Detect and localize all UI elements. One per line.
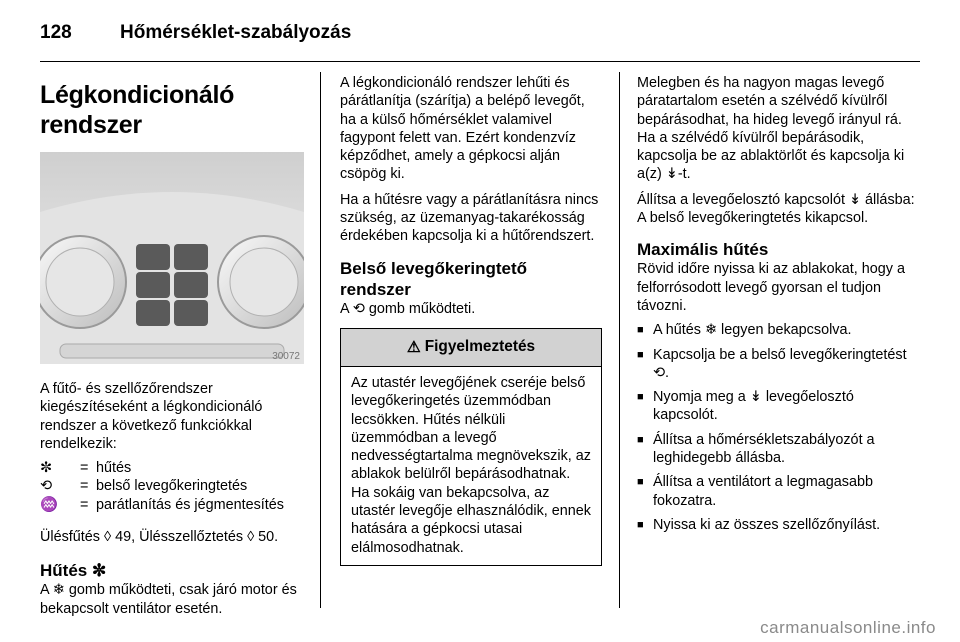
symbol-row-recirculation: ⟲ = belső levegőkeringtetés	[40, 478, 248, 495]
page-header	[40, 14, 920, 54]
recirculation-heading: Belső levegőkeringtető rendszer	[340, 258, 528, 299]
dehumidify-icon: ♒	[40, 496, 58, 513]
list-item: ■ Kapcsolja be a belső levegőkeringtetést ⟲.	[637, 346, 920, 383]
control-panel-illustration	[40, 152, 304, 364]
fog-paragraph-2: Állítsa a levegőelosztó kapcsolót ↡ állásba: A belső levegőkeringtetés kikapcsol.	[637, 191, 915, 227]
max-cooling-heading: Maximális hűtés	[637, 240, 769, 260]
chapter-title: Hőmérséklet-szabályozás	[120, 22, 352, 43]
header-divider	[40, 61, 920, 62]
list-item: ■ Nyomja meg a ↡ levegőelosztó kapcsolót.	[637, 388, 920, 425]
snowflake-icon: ✼	[91, 561, 107, 581]
column-1	[40, 74, 304, 618]
max-cooling-steps	[637, 321, 920, 534]
cooling-heading: Hűtés ✼	[40, 561, 107, 581]
ac-paragraph-2: Ha a hűtésre vagy a párátlanításra nincs szükség, az üzemanyag-takarékosság érdekében kapcsolja ki a hűtőrendszert.	[340, 191, 599, 245]
watermark: carmanualsonline.info	[760, 618, 936, 637]
page-number: 128	[40, 22, 72, 43]
column-3	[637, 74, 920, 540]
list-item: ■ Állítsa a ventilátort a legmagasabb fokozatra.	[637, 473, 920, 510]
recirculation-paragraph: A ⟲ gomb működteti.	[340, 300, 476, 317]
recirculation-icon: ⟲	[40, 478, 53, 495]
column-divider-2	[619, 72, 620, 608]
warning-header: ⚠ Figyelmeztetés	[341, 329, 601, 367]
figure-code: 30072	[272, 351, 300, 362]
symbol-row-cooling: ✼ = hűtés	[40, 460, 132, 477]
symbol-row-dehumidify: ♒ = parátlanítás és jégmentesítés	[40, 496, 284, 513]
climate-control-panel-figure	[40, 152, 304, 364]
list-item: ■ Nyissa ki az összes szellőzőnyílást.	[637, 516, 920, 534]
section-heading-ac: Légkondicionáló rendszer	[40, 81, 235, 139]
column-2	[340, 74, 602, 566]
snowflake-icon: ✼	[40, 460, 53, 477]
fog-paragraph-1: Melegben és ha nagyon magas levegő páratartalom esetén a szélvédő kívülről bepárásodhat, ha hideg levegő irányul rá. Ha a szélvédő kívülről bepárásodik, kapcsolja be az ablaktörlőt és kapcsolja ki a(z) ↡-t.	[637, 75, 905, 183]
column-divider-1	[320, 72, 321, 608]
crossref-paragraph: Ülésfűtés ◊ 49, Ülésszellőztetés ◊ 50.	[40, 529, 279, 546]
intro-paragraph: A fűtő- és szellőzőrendszer kiegészítéseként a légkondicionáló rendszer a következő funkciókkal rendelkezik:	[40, 381, 263, 452]
warning-box	[340, 328, 602, 566]
max-cooling-intro: Rövid időre nyissa ki az ablakokat, hogy a felforrósodott levegő gyorsan el tudjon távozni.	[637, 261, 905, 314]
list-item: ■ A hűtés ❄ legyen bekapcsolva.	[637, 321, 920, 339]
list-item: ■ Állítsa a hőmérsékletszabályozót a leghidegebb állásba.	[637, 431, 920, 468]
warning-body	[341, 367, 601, 565]
symbol-legend	[40, 459, 304, 514]
warning-text: Az utastér levegőjének cseréje belső levegőkeringetés üzemmódban lecsökken. Hűtés nélküli üzemmódban a levegő nedvességtartalma megnövekszik, az ablakok belülről bepárásodhatnak. Ha sokáig van bekapcsolva, az utastér levegője elhasználódik, ennek hatására a gépkocsi utasai elálmosodhatnak.	[351, 374, 592, 556]
warning-triangle-icon: ⚠	[406, 338, 421, 356]
cooling-paragraph: A ❄ gomb működteti, csak járó motor és bekapcsolt ventilátor esetén.	[40, 582, 297, 617]
ac-paragraph-1: A légkondicionáló rendszer lehűti és párátlanítja (szárítja) a belépő levegőt, ha a külső hőmérséklet valamivel fagypont felett van. Ezért kondenzvíz képződhet, amely a gépkocsi alján csöpög ki.	[340, 75, 585, 183]
